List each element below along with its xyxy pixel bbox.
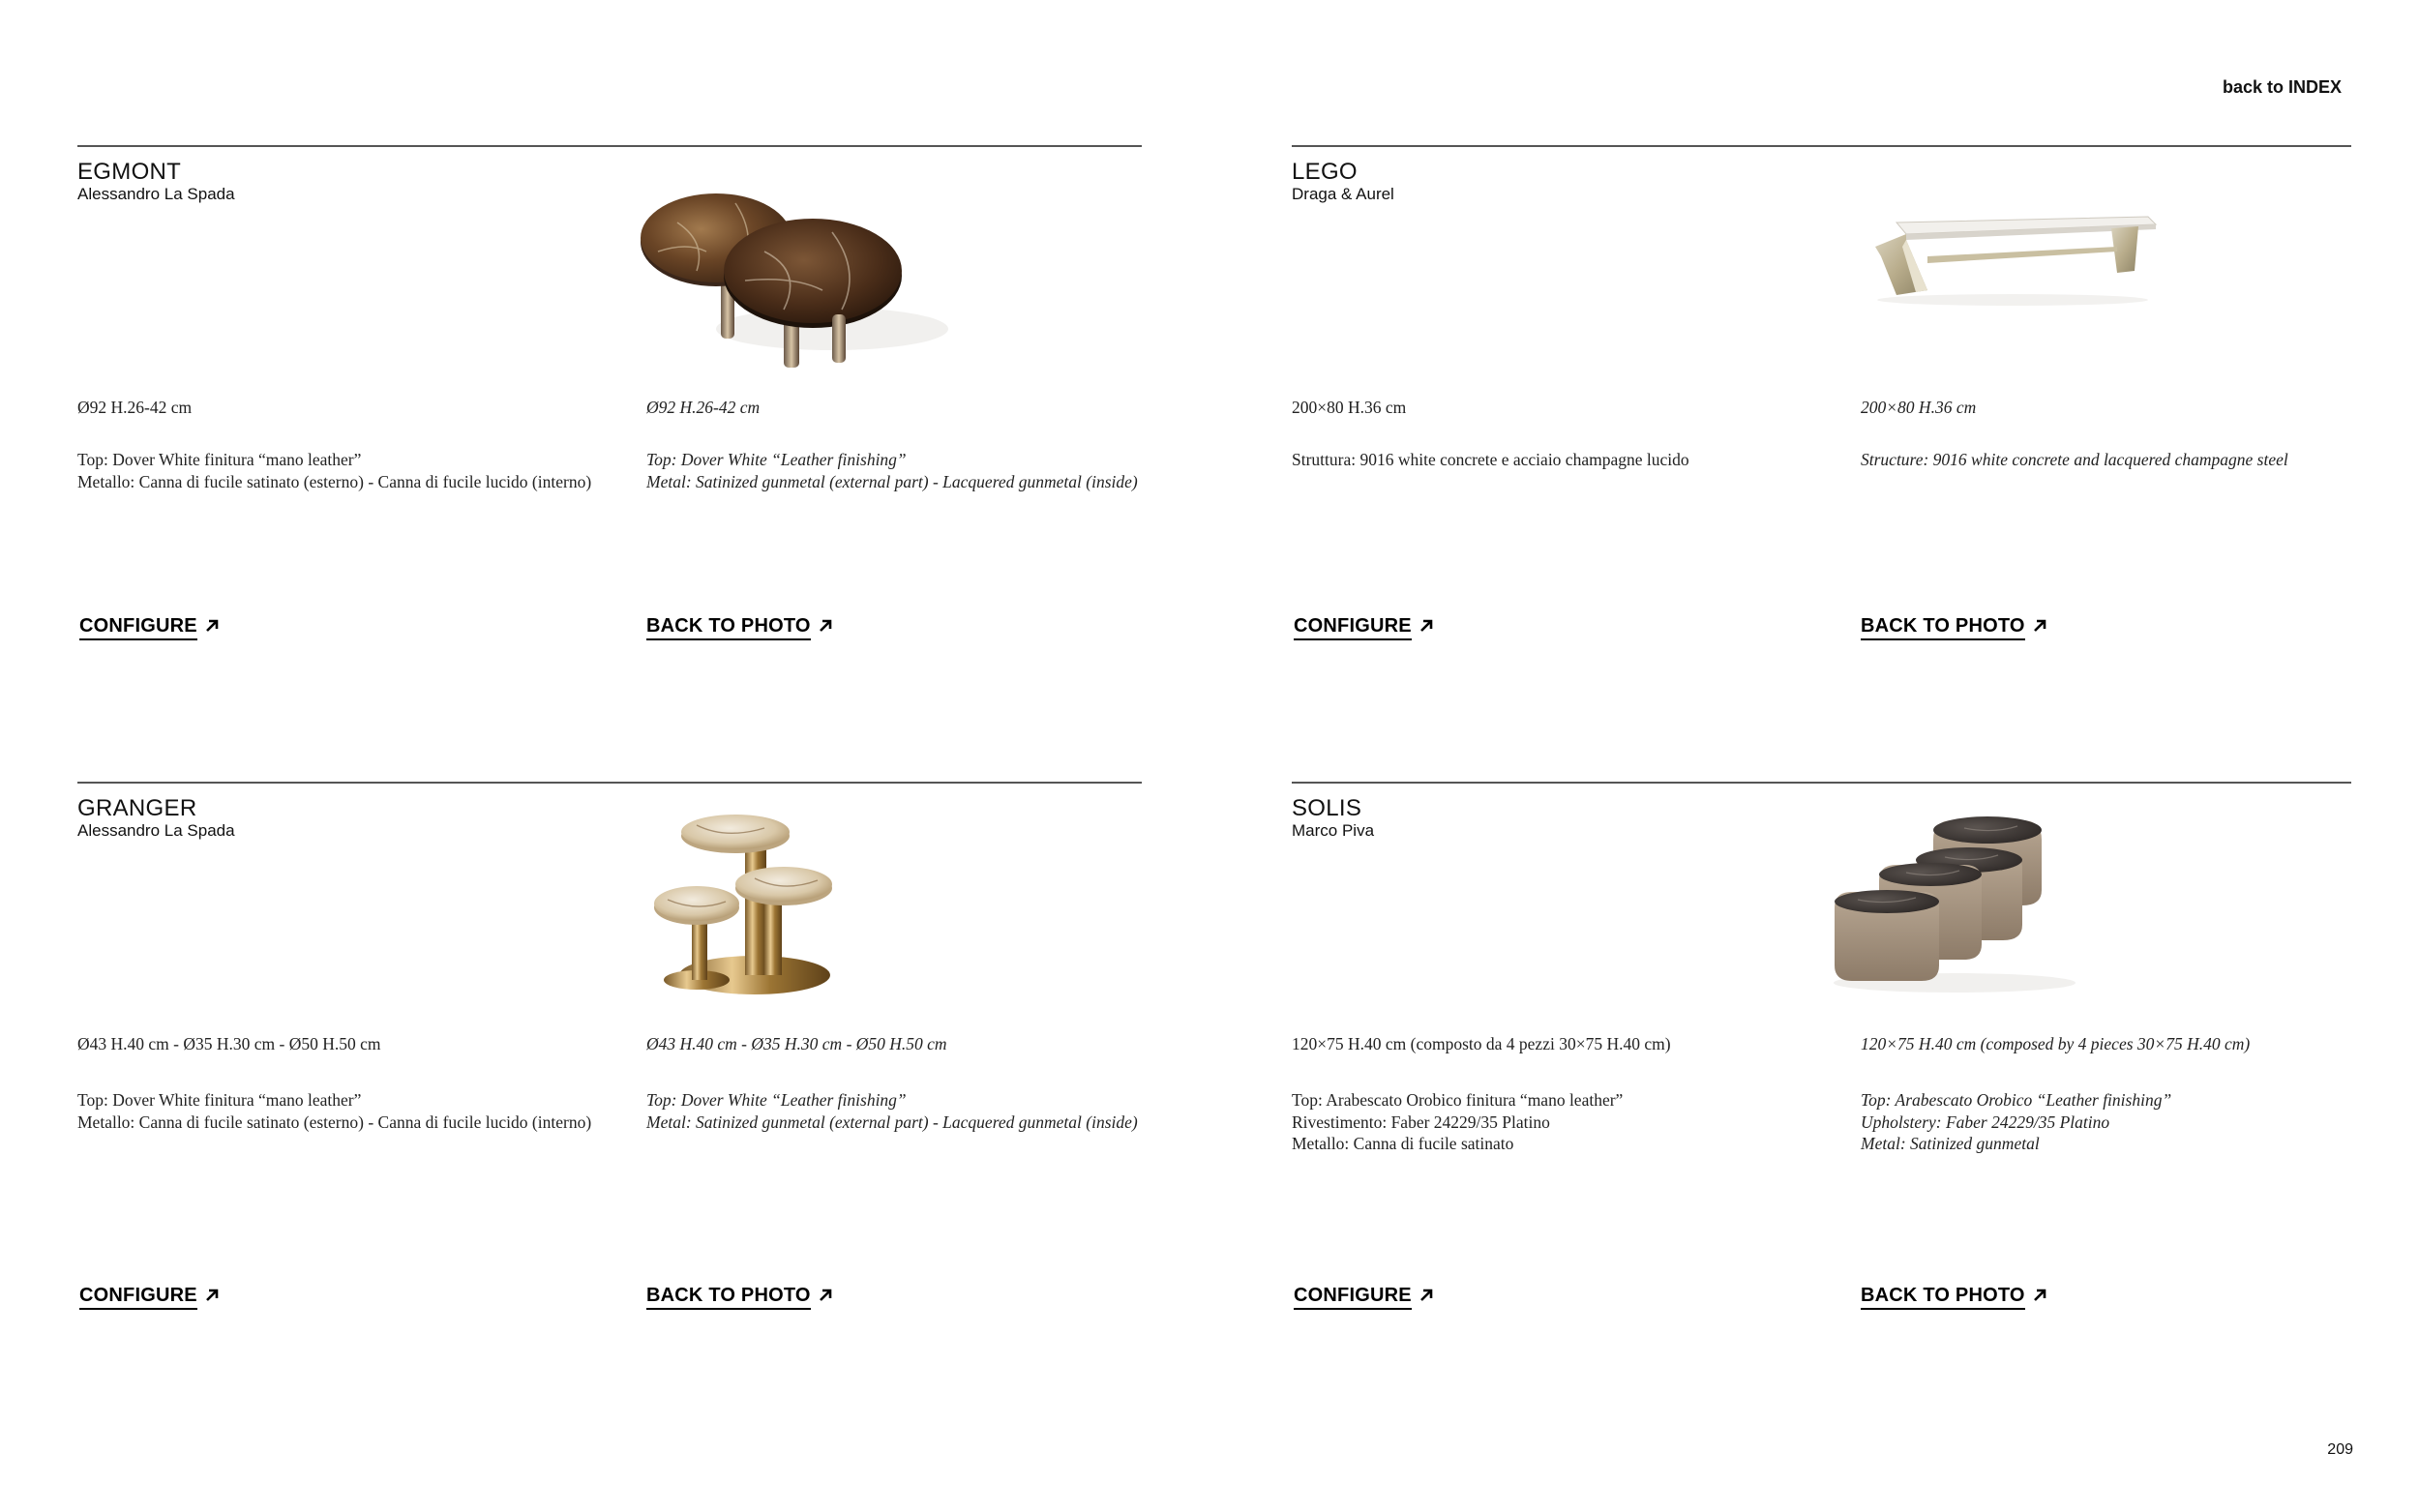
back-to-photo-label: BACK TO PHOTO bbox=[1861, 615, 2025, 640]
configure-link[interactable] bbox=[1294, 615, 1435, 640]
product-designer: Marco Piva bbox=[1292, 821, 1375, 840]
desc-line: Struttura: 9016 white concrete e acciaio champagne lucido bbox=[1292, 450, 1689, 469]
desc-line: Rivestimento: Faber 24229/35 Platino bbox=[1292, 1112, 1550, 1132]
section-divider bbox=[77, 782, 1142, 784]
back-to-index-link[interactable]: back to INDEX bbox=[2222, 77, 2342, 97]
arrow-up-right-icon bbox=[2031, 617, 2048, 635]
product-name: SOLIS bbox=[1292, 795, 1362, 821]
product-photo-granger bbox=[639, 811, 851, 1004]
dimensions-en: 200×80 H.36 cm bbox=[1861, 398, 1977, 417]
description-en bbox=[646, 449, 1142, 492]
desc-line: Top: Arabescato Orobico “Leather finishing” bbox=[1861, 1090, 2172, 1110]
page-number: 209 bbox=[2327, 1441, 2353, 1458]
arrow-up-right-icon bbox=[817, 1287, 834, 1304]
arrow-up-right-icon bbox=[1418, 617, 1435, 635]
product-designer: Draga & Aurel bbox=[1292, 185, 1394, 203]
product-lego bbox=[1292, 145, 2356, 687]
arrow-up-right-icon bbox=[203, 1287, 221, 1304]
description-it bbox=[77, 449, 600, 492]
arrow-up-right-icon bbox=[1418, 1287, 1435, 1304]
desc-line: Upholstery: Faber 24229/35 Platino bbox=[1861, 1112, 2110, 1132]
description-it bbox=[77, 1089, 600, 1133]
back-to-photo-link[interactable] bbox=[646, 615, 834, 640]
lego-bench-image bbox=[1867, 203, 2158, 319]
dimensions-it: 200×80 H.36 cm bbox=[1292, 398, 1407, 417]
solis-table-image bbox=[1829, 811, 2080, 994]
product-name: LEGO bbox=[1292, 159, 1358, 185]
back-to-photo-link[interactable] bbox=[1861, 1285, 2048, 1310]
granger-table-image bbox=[639, 811, 851, 1004]
desc-line: Metal: Satinized gunmetal (external part) - Lacquered gunmetal (inside) bbox=[646, 471, 1138, 491]
desc-line: Metallo: Canna di fucile satinato (esterno) - Canna di fucile lucido (interno) bbox=[77, 1112, 592, 1132]
desc-line: Metal: Satinized gunmetal bbox=[1861, 1134, 2040, 1153]
product-photo-egmont bbox=[639, 184, 948, 377]
description-en bbox=[1861, 1089, 2356, 1155]
configure-label: CONFIGURE bbox=[1294, 615, 1412, 640]
product-name: GRANGER bbox=[77, 795, 197, 821]
section-divider bbox=[1292, 782, 2351, 784]
desc-line: Structure: 9016 white concrete and lacquered champagne steel bbox=[1861, 450, 2288, 469]
product-granger bbox=[77, 782, 1142, 1323]
product-designer: Alessandro La Spada bbox=[77, 185, 235, 203]
description-en bbox=[1861, 449, 2356, 471]
arrow-up-right-icon bbox=[203, 617, 221, 635]
description-en bbox=[646, 1089, 1142, 1133]
product-egmont bbox=[77, 145, 1142, 687]
product-name: EGMONT bbox=[77, 159, 182, 185]
desc-line: Top: Dover White “Leather finishing” bbox=[646, 1090, 907, 1110]
section-divider bbox=[77, 145, 1142, 147]
egmont-table-image bbox=[639, 184, 948, 377]
product-photo-lego bbox=[1867, 203, 2158, 319]
product-solis bbox=[1292, 782, 2356, 1323]
desc-line: Metallo: Canna di fucile satinato (esterno) - Canna di fucile lucido (interno) bbox=[77, 471, 592, 491]
configure-link[interactable] bbox=[1294, 1285, 1435, 1310]
product-designer: Alessandro La Spada bbox=[77, 821, 235, 840]
configure-link[interactable] bbox=[79, 615, 221, 640]
desc-line: Metallo: Canna di fucile satinato bbox=[1292, 1134, 1514, 1153]
configure-label: CONFIGURE bbox=[1294, 1285, 1412, 1310]
desc-line: Top: Dover White finitura “mano leather” bbox=[77, 1090, 362, 1110]
back-to-photo-label: BACK TO PHOTO bbox=[646, 615, 811, 640]
section-divider bbox=[1292, 145, 2351, 147]
dimensions-en: 120×75 H.40 cm (composed by 4 pieces 30×75 H.40 cm) bbox=[1861, 1034, 2251, 1053]
dimensions-it: 120×75 H.40 cm (composto da 4 pezzi 30×75 H.40 cm) bbox=[1292, 1034, 1671, 1053]
configure-label: CONFIGURE bbox=[79, 615, 197, 640]
desc-line: Metal: Satinized gunmetal (external part) - Lacquered gunmetal (inside) bbox=[646, 1112, 1138, 1132]
back-to-photo-label: BACK TO PHOTO bbox=[646, 1285, 811, 1310]
desc-line: Top: Dover White finitura “mano leather” bbox=[77, 450, 362, 469]
product-photo-solis bbox=[1829, 811, 2080, 994]
dimensions-it: Ø43 H.40 cm - Ø35 H.30 cm - Ø50 H.50 cm bbox=[77, 1034, 381, 1053]
description-it bbox=[1292, 449, 1814, 471]
desc-line: Top: Arabescato Orobico finitura “mano leather” bbox=[1292, 1090, 1624, 1110]
configure-label: CONFIGURE bbox=[79, 1285, 197, 1310]
arrow-up-right-icon bbox=[817, 617, 834, 635]
back-to-photo-label: BACK TO PHOTO bbox=[1861, 1285, 2025, 1310]
dimensions-it: Ø92 H.26-42 cm bbox=[77, 398, 193, 417]
arrow-up-right-icon bbox=[2031, 1287, 2048, 1304]
configure-link[interactable] bbox=[79, 1285, 221, 1310]
dimensions-en: Ø43 H.40 cm - Ø35 H.30 cm - Ø50 H.50 cm bbox=[646, 1034, 947, 1053]
desc-line: Top: Dover White “Leather finishing” bbox=[646, 450, 907, 469]
description-it bbox=[1292, 1089, 1814, 1155]
back-to-photo-link[interactable] bbox=[1861, 615, 2048, 640]
back-to-photo-link[interactable] bbox=[646, 1285, 834, 1310]
dimensions-en: Ø92 H.26-42 cm bbox=[646, 398, 761, 417]
